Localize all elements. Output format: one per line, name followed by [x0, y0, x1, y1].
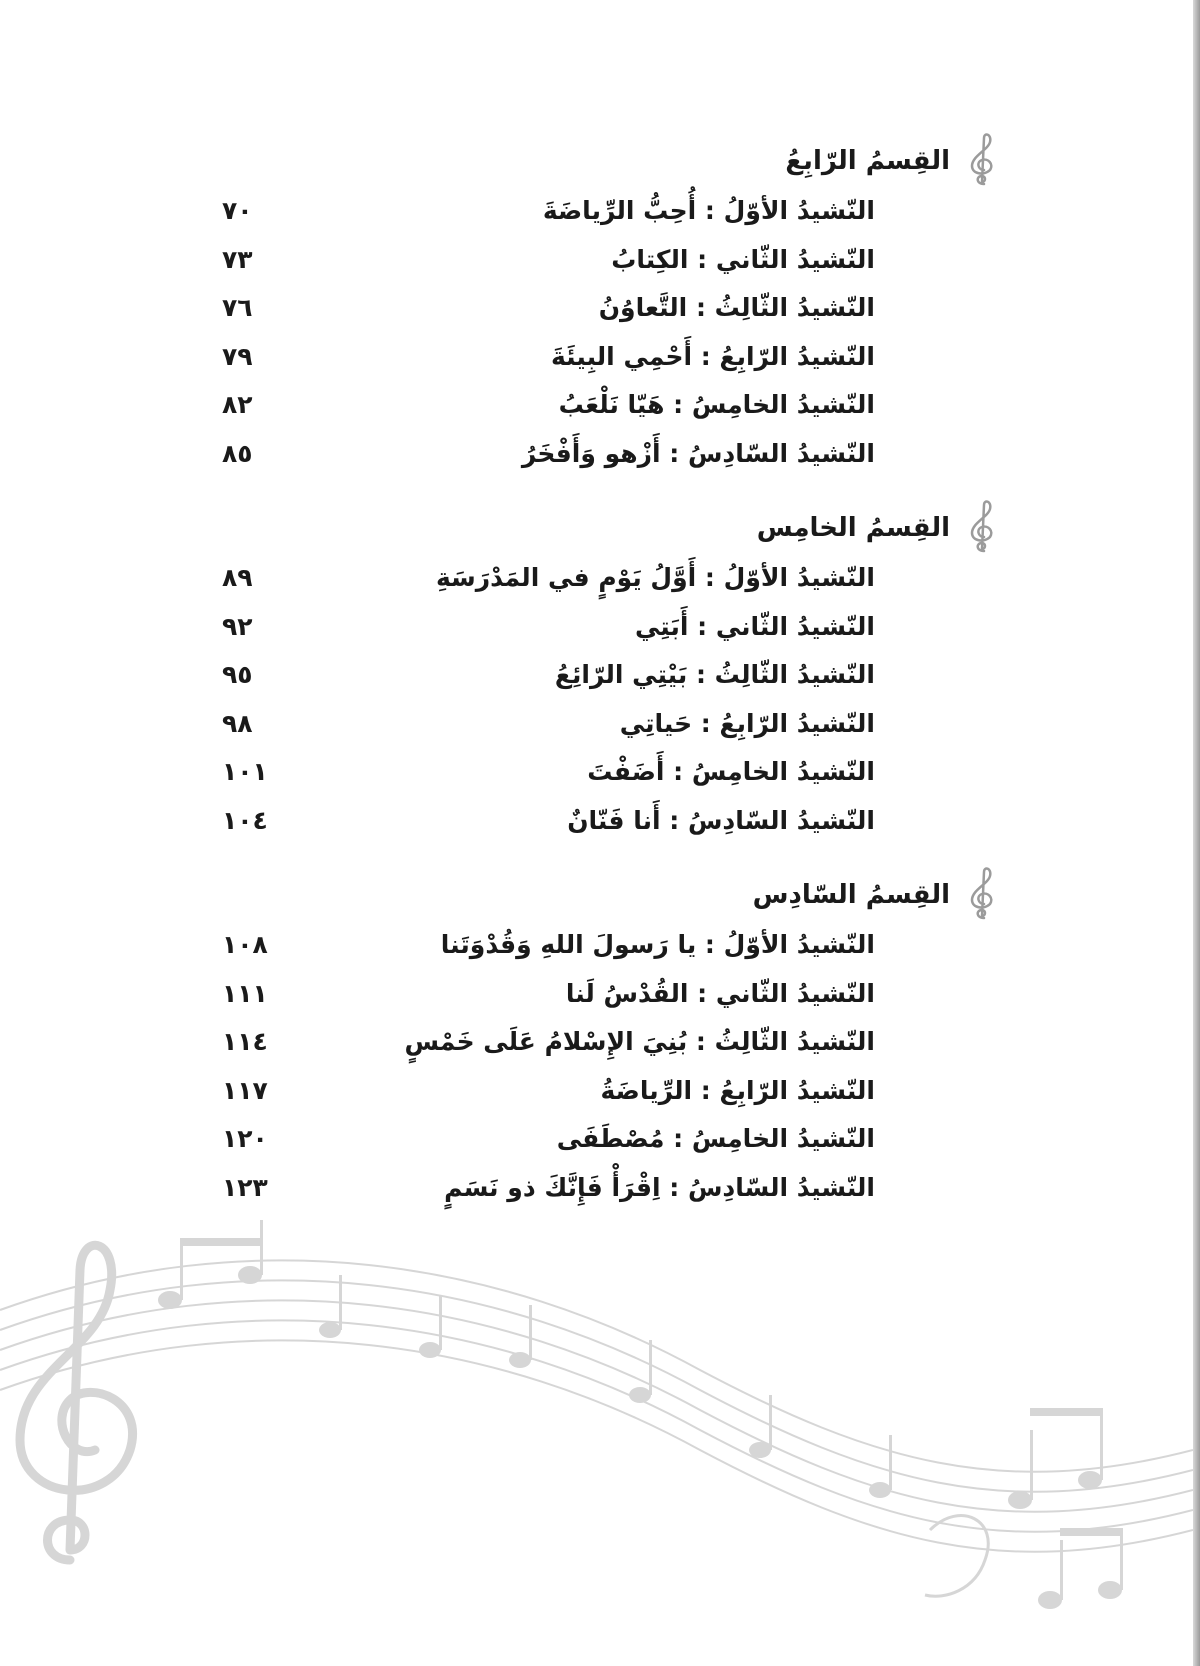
page-number: ٧٣ [222, 244, 253, 274]
toc-entry[interactable] [0, 701, 1200, 750]
toc-entry[interactable] [0, 188, 1200, 237]
toc-entry[interactable] [0, 798, 1200, 847]
toc-entry[interactable] [0, 237, 1200, 286]
treble-clef-icon [964, 132, 1000, 188]
table-of-contents [0, 140, 1200, 1213]
entry-title: النّشيدُ الثّاني : القُدْسُ لَنا [565, 978, 875, 1008]
toc-entry[interactable] [0, 382, 1200, 431]
entry-title: النّشيدُ الثّاني : الكِتابُ [611, 244, 875, 274]
page-number: ٨٩ [222, 563, 253, 592]
toc-section-5 [0, 507, 1200, 846]
toc-section-6 [0, 874, 1200, 1213]
entry-title: النّشيدُ الأوّلُ : يا رَسولَ اللهِ وَقُدْوَتَنا [440, 930, 875, 959]
toc-entry[interactable] [0, 555, 1200, 604]
toc-entry[interactable] [0, 1019, 1200, 1068]
page-number: ٨٥ [222, 438, 253, 468]
toc-entry[interactable] [0, 1068, 1200, 1117]
section-title: القِسمُ الرّابِعُ [785, 146, 950, 176]
toc-entry[interactable] [0, 431, 1200, 480]
entry-title: النّشيدُ الثّاني : أَبَتِي [634, 611, 875, 641]
page-number: ٩٥ [222, 660, 253, 689]
page-number: ١١٧ [222, 1075, 268, 1105]
entry-title: النّشيدُ الخامِسُ : أَضَفْتَ [587, 757, 875, 786]
section-gap [0, 846, 1200, 874]
page-number: ١٠٤ [222, 805, 268, 835]
entry-title: النّشيدُ الثّالِثُ : بُنِيَ الإِسْلامُ عَلَى خَمْسٍ [404, 1027, 875, 1056]
entry-title: النّشيدُ الأوّلُ : أُحِبُّ الرِّياضَةَ [542, 196, 875, 225]
page-number: ١٠١ [222, 757, 268, 786]
section-title: القِسمُ السّادِس [752, 880, 950, 910]
toc-entry[interactable] [0, 1116, 1200, 1165]
toc-entry[interactable] [0, 334, 1200, 383]
page-number: ٧٦ [222, 293, 253, 322]
treble-clef-icon [964, 866, 1000, 922]
toc-entry[interactable] [0, 285, 1200, 334]
page-number: ٩٢ [222, 611, 253, 641]
section-heading [0, 507, 1200, 555]
page-number: ١٢٣ [222, 1172, 268, 1202]
section-title: القِسمُ الخامِس [756, 513, 950, 543]
page-number: ٧٠ [222, 196, 253, 225]
entry-title: النّشيدُ الثّالِثُ : بَيْتِي الرّائِعُ [554, 660, 875, 689]
page-number: ١٢٠ [222, 1124, 268, 1153]
toc-entry[interactable] [0, 749, 1200, 798]
page-number: ٨٢ [222, 390, 253, 419]
page-number: ١١٤ [222, 1027, 268, 1056]
entry-title: النّشيدُ الرّابِعُ : أَحْمِي البِيئَةَ [551, 341, 875, 371]
entry-title: النّشيدُ الرّابِعُ : الرِّياضَةُ [600, 1075, 875, 1105]
toc-entry[interactable] [0, 652, 1200, 701]
section-heading [0, 140, 1200, 188]
page-number: ١٠٨ [222, 930, 268, 959]
section-heading [0, 874, 1200, 922]
entry-title: النّشيدُ الأوّلُ : أَوَّلُ يَوْمٍ في المَدْرَسَةِ [435, 563, 875, 592]
music-staff-decoration [0, 1200, 1193, 1666]
entry-title: النّشيدُ السّادِسُ : أَنا فَنّانٌ [567, 805, 875, 835]
section-gap [0, 479, 1200, 507]
toc-entry[interactable] [0, 971, 1200, 1020]
entry-title: النّشيدُ الرّابِعُ : حَياتِي [619, 708, 875, 738]
entry-title: النّشيدُ السّادِسُ : أَزْهو وَأَفْخَرُ [521, 438, 875, 468]
toc-section-4 [0, 140, 1200, 479]
toc-entry[interactable] [0, 922, 1200, 971]
treble-clef-icon [964, 499, 1000, 555]
page-number: ٧٩ [222, 341, 253, 371]
toc-entry[interactable] [0, 604, 1200, 653]
entry-title: النّشيدُ الخامِسُ : هَيّا نَلْعَبُ [558, 390, 875, 419]
entry-title: النّشيدُ الثّالِثُ : التَّعاوُنُ [598, 293, 875, 322]
entry-title: النّشيدُ السّادِسُ : اِقْرَأْ فَإِنَّكَ ذو نَسَمٍ [444, 1172, 875, 1202]
page-number: ٩٨ [222, 708, 253, 738]
page-number: ١١١ [222, 978, 268, 1008]
entry-title: النّشيدُ الخامِسُ : مُصْطَفَى [556, 1124, 875, 1153]
